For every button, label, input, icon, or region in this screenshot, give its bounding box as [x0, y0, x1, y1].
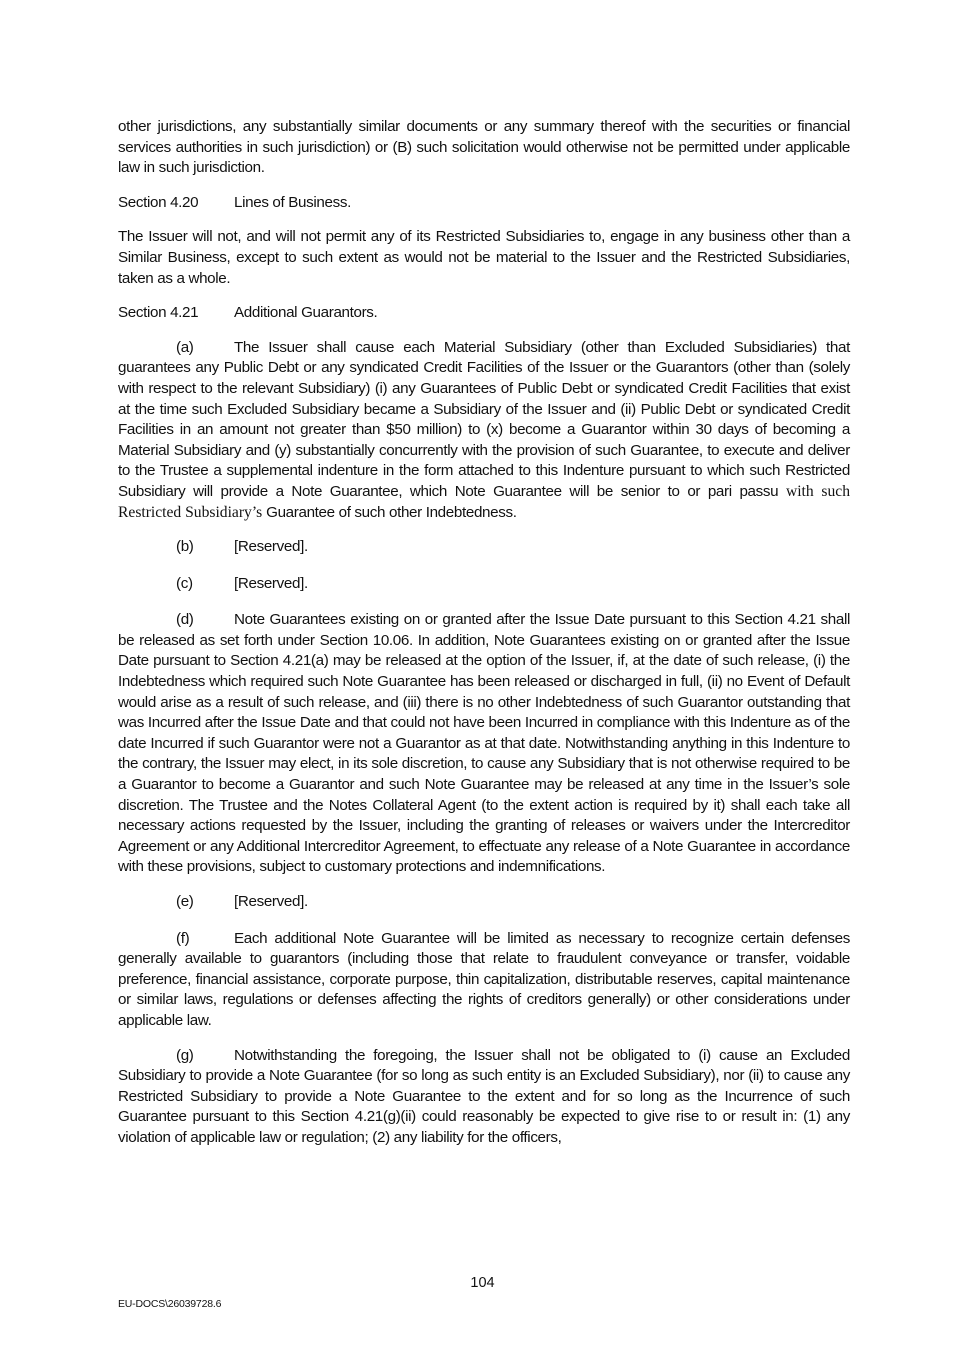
clause-c [118, 574, 850, 595]
section-heading-4-20 [118, 193, 850, 214]
page-number: 104 [470, 1275, 495, 1291]
clause-label: (f) [176, 929, 190, 947]
intro-paragraph: other jurisdictions, any substantially similar documents or any summary thereof with the securities or financial services authorities in such jurisdiction) or (B) such solicitation would otherwise not be permitted under applicable law in such jurisdiction. [118, 118, 850, 177]
section-number: Section 4.20 [118, 193, 199, 211]
clause-tail: Guarantee of such other Indebtedness. [266, 503, 517, 521]
clause-text: [Reserved]. [234, 574, 308, 592]
clause-text: Each additional Note Guarantee will be limited as necessary to recognize certain defenses generally available to guarantors (including those that relate to fraudulent conveyance or transfer, voidable preference, financial assistance, corporate purpose, thin capitalization, distributable reserves, capital maintenance or similar laws, regulations or defenses affecting the rights of creditors generally) or other considerations under applicable law. [118, 929, 850, 1029]
clause-serif-text: with such Restricted Subsidiary’s [118, 482, 850, 521]
clause-text: [Reserved]. [234, 893, 308, 910]
document-reference: EU-DOCS\26039728.6 [118, 1298, 222, 1310]
clause-text: Note Guarantees existing on or granted after the Issue Date pursuant to this Section 4.21 shall be released as set forth under Section 10.06. In addition, Note Guarantees existing on or granted after the Issue Date pursuant to Section 4.21(a) may be released at the option of the Issuer, if, at the date of such release, (i) the Indebtedness which required such Note Guarantee has been released or discharged in full, (ii) no Event of Default would arise as a result of such release, and (iii) there is no other Indebtedness of such Guarantor outstanding that was Incurred after the Issue Date and that could not have been Incurred in compliance with this Indenture as of the date Incurred if such Guarantor were not a Guarantor as at that date. Notwithstanding anything in this Indenture to the contrary, the Issuer may elect, in its sole discretion, to cause any Subsidiary that is not otherwise required to be a Guarantor to become a Guarantor and such Note Guarantee may be released at any time in the Issuer’s sole discretion. The Trustee and the Notes Collateral Agent (to the extent action is required by it) shall each take all necessary actions requested by the Issuer, including the granting of releases or waivers under the Intercreditor Agreement or any Additional Intercreditor Agreement, to effectuate any release of a Note Guarantee in accordance with these provisions, subject to customary protections and indemnifications. [118, 611, 850, 876]
clause-d [118, 610, 850, 878]
clause-e [118, 892, 850, 913]
clause-label: (d) [176, 611, 194, 629]
clause-label: (e) [176, 893, 194, 910]
clause-f [118, 929, 850, 1032]
section-heading-4-21 [118, 303, 850, 324]
clause-b [118, 537, 850, 558]
clause-label: (b) [176, 538, 194, 556]
clause-a [118, 338, 850, 523]
clause-text: [Reserved]. [234, 538, 308, 556]
section-title: Additional Guarantors. [234, 304, 378, 322]
section-4-20-paragraph: The Issuer will not, and will not permit any of its Restricted Subsidiaries to, engage in any business other than a Similar Business, except to such extent as would not be material to the Issuer and the Restricted Subsidiaries, taken as a whole. [118, 228, 850, 287]
clause-label: (g) [176, 1046, 194, 1064]
clause-label: (c) [176, 574, 193, 592]
clause-text: The Issuer shall cause each Material Subsidiary (other than Excluded Subsidiaries) that guarantees any Public Debt or any syndicated Credit Facilities of the Issuer or the Guarantors (other than (solely with respect to the relevant Subsidiary) (i) any Guarantees of Public Debt or syndicated Credit Facilities that exist at the time such Excluded Subsidiary became a Subsidiary of the Issuer and (ii) Public Debt or syndicated Credit Facilities in an amount not greater than $50 million) to (x) become a Guarantor within 30 days of becoming a Material Subsidiary and (y) substantially concurrently with the provision of such Guarantee, to execute and deliver to the Trustee a supplemental indenture in the form attached to this Indenture pursuant to which such Restricted Subsidiary will provide a Note Guarantee, which Note Guarantee will be senior to or pari passu [118, 338, 850, 500]
section-number: Section 4.21 [118, 304, 199, 322]
document-body [118, 117, 850, 1163]
clause-g [118, 1046, 850, 1149]
clause-label: (a) [176, 338, 194, 356]
clause-text: Notwithstanding the foregoing, the Issuer shall not be obligated to (i) cause an Excluded Subsidiary to provide a Note Guarantee (for so long as such entity is an Excluded Subsidiary), nor (ii) to cause any Restricted Subsidiary to provide a Note Guarantee to the extent and for so long as the Incurrence of such Guarantee pursuant to this Section 4.21(g)(ii) could reasonably be expected to give rise to or result in: (1) any violation of applicable law or regulation; (2) any liability for the officers, [118, 1046, 850, 1146]
section-title: Lines of Business. [234, 193, 351, 211]
